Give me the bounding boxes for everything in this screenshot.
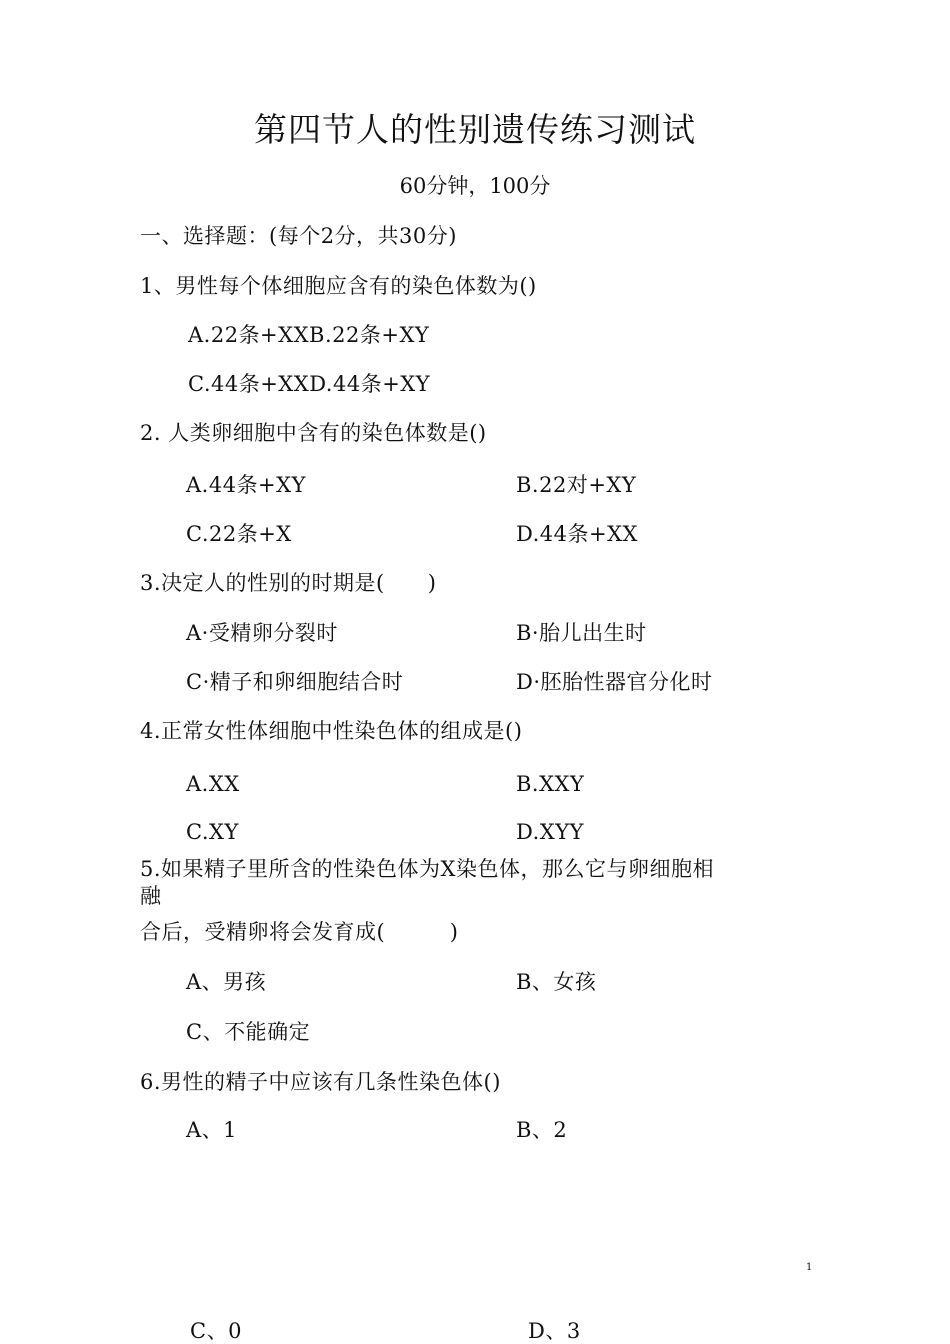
question-4-option-b: B.XXY — [516, 772, 585, 796]
question-2-option-a: A.44条+XY — [186, 473, 306, 497]
question-4-option-c: C.XY — [186, 820, 239, 844]
question-1-options-line-1: A.22条+XXB.22条+XY — [188, 323, 430, 347]
document-title: 第四节人的性别遗传练习测试 — [254, 110, 696, 149]
question-6-option-b: B、2 — [516, 1118, 568, 1142]
question-2-option-d: D.44条+XX — [516, 522, 638, 546]
question-4-option-d: D.XYY — [516, 820, 584, 844]
question-3-option-d: D·胚胎性器官分化时 — [516, 670, 713, 694]
question-2-stem: 2. 人类卵细胞中含有的染色体数是() — [140, 421, 487, 445]
question-3-option-b: B·胎儿出生时 — [516, 621, 647, 645]
question-6-option-a: A、1 — [186, 1118, 238, 1142]
question-6-option-c: C、0 — [190, 1319, 242, 1343]
question-1-stem: 1、男性每个体细胞应含有的染色体数为() — [140, 274, 537, 298]
question-5-stem-line-2: 融 — [140, 884, 162, 908]
question-6-option-d: D、3 — [528, 1319, 581, 1343]
question-6-stem: 6.男性的精子中应该有几条性染色体() — [140, 1070, 501, 1094]
page-number: 1 — [806, 1262, 813, 1273]
question-4-option-a: A.XX — [186, 772, 240, 796]
question-2-option-c: C.22条+X — [186, 522, 292, 546]
question-3-stem: 3.决定人的性别的时期是( ) — [140, 571, 437, 595]
question-5-stem-line-1: 5.如果精子里所含的性染色体为X染色体，那么它与卵细胞相 — [140, 857, 714, 881]
question-5-option-b: B、女孩 — [516, 970, 597, 994]
question-1-options-line-2: C.44条+XXD.44条+XY — [188, 372, 431, 396]
section-heading: 一、选择题：(每个2分，共30分) — [140, 224, 457, 248]
question-5-option-a: A、男孩 — [186, 970, 267, 994]
question-5-stem-line-3: 合后，受精卵将会发育成( ) — [140, 920, 459, 944]
document-subtitle: 60分钟，100分 — [399, 174, 551, 198]
question-2-option-b: B.22对+XY — [516, 473, 637, 497]
question-4-stem: 4.正常女性体细胞中性染色体的组成是() — [140, 719, 523, 743]
question-3-option-c: C·精子和卵细胞结合时 — [186, 670, 404, 694]
question-3-option-a: A·受精卵分裂时 — [186, 621, 338, 645]
question-5-option-c: C、不能确定 — [186, 1020, 311, 1044]
